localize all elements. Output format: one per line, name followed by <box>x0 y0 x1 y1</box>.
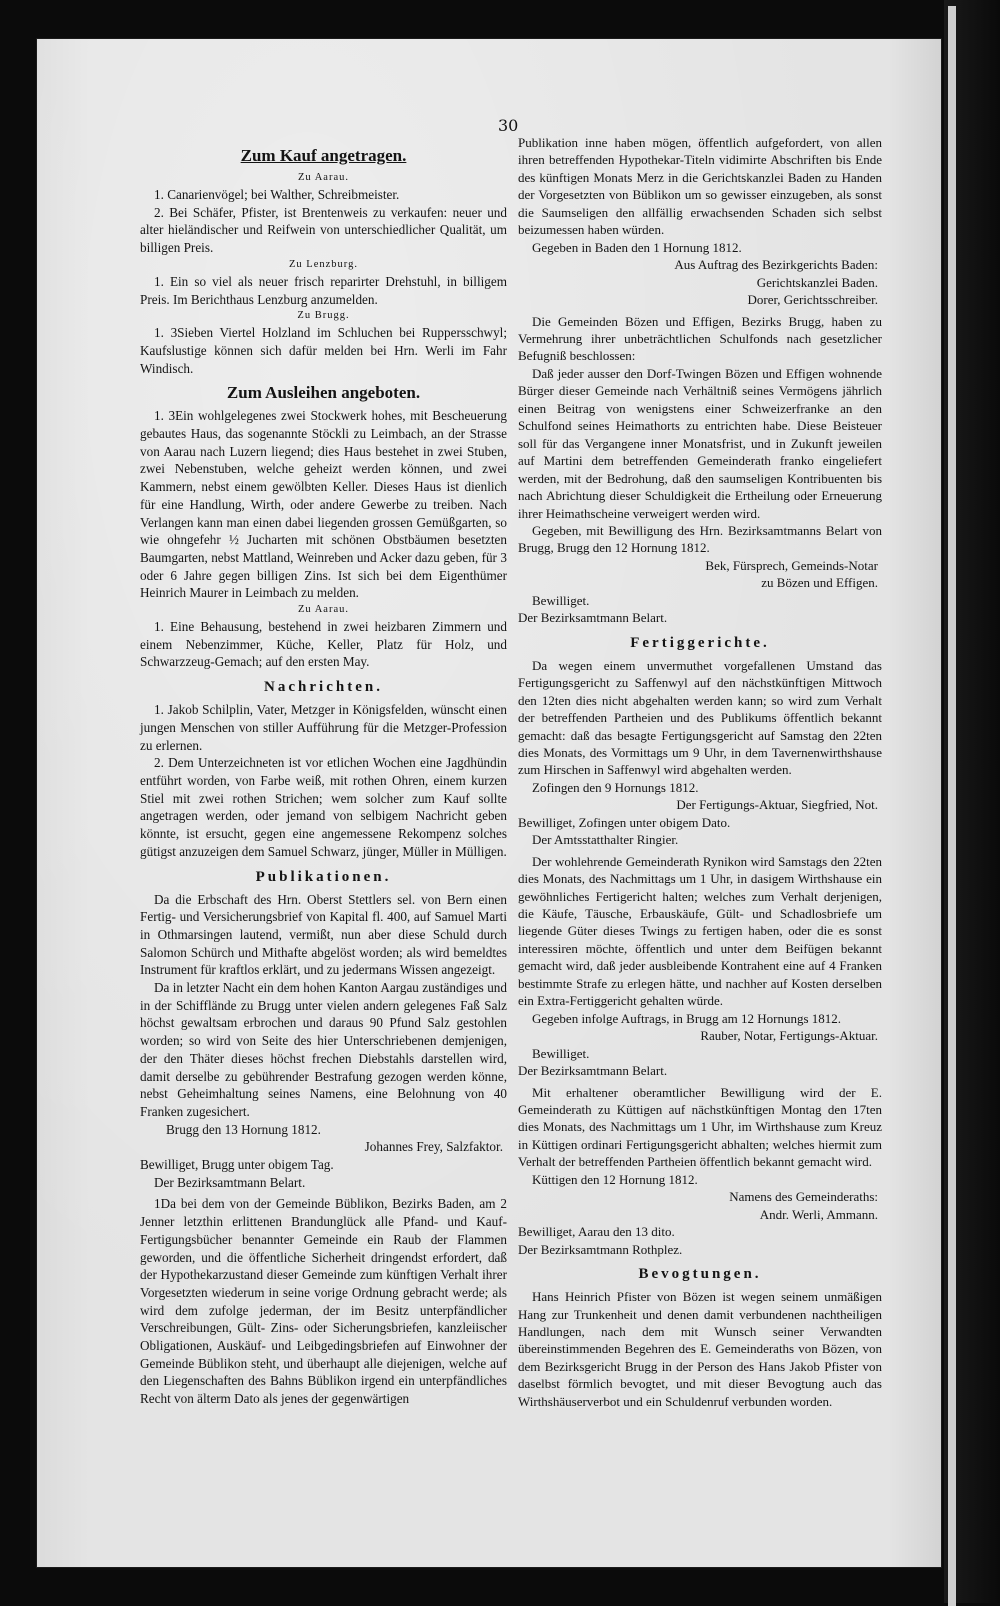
approval-line: Bewilliget. <box>532 1045 590 1061</box>
signature: Andr. Werli, Ammann. <box>759 1206 878 1222</box>
official-line: Der Bezirksamtmann Belart. <box>518 610 668 626</box>
date-line: Gegeben in Baden den 1 Hornung 1812. <box>532 239 742 255</box>
section-heading-publikationen: Publikationen. <box>255 868 392 885</box>
notice-continued: Publikation inne haben mögen, öffentlich aufgefordert, von allen ihren betreffenden Hypothekar-Titeln vidimirte Abschriften bis Ende des künftigen Monats Merz in die Gerichtskanzlei Baden zu Handen der Vorgesetzten von Büblikon um so gewisser einzugeben, als sonst die Saumseligen den allfällig erwachsenden Schaden sich selbst beizumessen haben würden. <box>518 135 882 238</box>
date-line: Küttigen den 12 Hornung 1812. <box>532 1171 698 1187</box>
signature: Rauber, Notar, Fertigungs-Aktuar. <box>700 1028 878 1044</box>
notice: 1. 3Sieben Viertel Holzland im Schluchen bei Ruppersschwyl; Kaufslustige können sich dafür melden bei Hrn. Werli im Fahr Windisch. <box>140 325 507 376</box>
place-heading: Zu Lenzburg. <box>289 258 358 270</box>
notice: Mit erhaltener oberamtlicher Bewilligung wird der E. Gemeinderath zu Küttigen auf nächstkünftigen Montag den 17ten dies Monats, des Nachmittags um 1 Uhr, im Wirthshause zum Kreuz in Küttigen ordinari Fertigungsgericht abhalten; welches hiermit zum Verhalt der betreffenden Partheien öffentlich bekannt gemacht wird. <box>518 1084 882 1170</box>
notice: 1. 3Ein wohlgelegenes zwei Stockwerk hohes, mit Bescheuerung gebautes Haus, das sogenannte Stöckli zu Leimbach, an der Strasse von Aarau nach Luzern liegend; dies Haus bestehet in zwei Stuben, zwei Nebenstuben, welche geheizt werden können, und zwei Kammern, nebst einem gewölbten Keller. Dieses Haus ist dienlich für eine Handlung, Wirth, oder andere Gewerbe zu treiben. Nach Verlangen kann man einen dabei liegenden grossen Gemüßgarten, so wie ohngefehr ½ Jucharten mit schönen Obstbäumen besetzten Baumgarten, nebst Mattland, Weinreben und Acker dazu geben, für 3 oder 6 Jahre gegen billigen Zins. Ist sich bei dem Eigenthümer Heinrich Maurer in Leimbach zu melden. <box>140 408 507 601</box>
section-heading-ausleihen: Zum Ausleihen angeboten. <box>226 383 421 403</box>
notice: 1. Ein so viel als neuer frisch reparirter Drehstuhl, in billigem Preis. Im Berichthaus Lenzburg anzumelden. <box>140 273 507 307</box>
notice: Der wohlehrende Gemeinderath Rynikon wird Samstags den 22ten dies Monats, des Nachmittags um 1 Uhr, in dasigem Wirthshause ein gewöhnliches Fertigericht halten; welches zum Verhalt derjenigen, die Käufe, Täusche, Erbauskäufe, Gült- und Schadlosbriefe um liegende Güter dieses Twings zu fertigen haben, oder die es sonst interessiren möchte, öffentlich und unter dem Beifügen bekannt gemacht wird, daß jeder ausbleibende Kontrahent eine auf 4 Franken bestimmte Strafe zu erlegen hätte, und nachher auf Kosten derselben ein Extra-Fertiggericht gehalten würde. <box>518 853 882 1009</box>
section-heading-kauf: Zum Kauf angetragen. <box>240 146 407 165</box>
signature: Bek, Fürsprech, Gemeinds-Notar <box>705 557 878 573</box>
notice: Da die Erbschaft des Hrn. Oberst Stettlers sel. von Bern einen Fertig- und Versicherungsbrief von Kapital fl. 400, auf Samuel Marti in Othmarsingen lautend, vermißt, nun aber diese Schuld durch Salomon Schürch und Mithafte abgelöst worden; als wird bemeldtes Instrument für kraftlos erklärt, und zu jedermans Wissen angezeigt. <box>140 891 507 978</box>
notice: 1. Eine Behausung, bestehend in zwei heizbaren Zimmern und einem Nebenzimmer, Küche, Keller, Platz für Holz, und Schwarzzeug-Gemach; auf den ersten May. <box>140 619 507 670</box>
official-line: Der Amtsstatthalter Ringier. <box>532 832 679 848</box>
signature: zu Bözen und Effigen. <box>761 575 878 591</box>
notice: 2. Dem Unterzeichneten ist vor etlichen Wochen eine Jagdhündin entführt worden, von Farbe weiß, mit rothen Ohren, einem kurzen Stiel mit zwei rothen Strichen; wem solcher zum Kauf sollte angetragen werden, oder jemand von selbigem Nachricht geben könnte, ist ersucht, gegen eine angemessene Rekompenz solches gütigst anzuzeigen dem Samuel Schwarz, jünger, Müller in Mülligen. <box>140 755 507 859</box>
notice: Hans Heinrich Pfister von Bözen ist wegen seinem unmäßigen Hang zur Trunkenheit und denen damit verbundenen nachtheiligen Handlungen, nach dem mit Wunsch seiner Verwandten übereinstimmenden Begehren des E. Gemeinderaths von Bözen, von dem Bezirksgericht Brugg in der Person des Hans Jakob Pfister von daselbst förmlich bevogtet, und mit dieser Bevogtung auch das Wirthshäuserverbot und ein Schuldenruf verbunden worden. <box>518 1289 882 1409</box>
date-line: Brugg den 13 Hornung 1812. <box>166 1121 321 1137</box>
notice: 1. Jakob Schilplin, Vater, Metzger in Königsfelden, wünscht einen jungen Menschen von stiller Aufführung für die Metzger-Profession zu erlernen. <box>140 702 507 753</box>
signature: Der Fertigungs-Aktuar, Siegfried, Not. <box>676 797 878 813</box>
official-line: Der Bezirksamtmann Rothplez. <box>518 1241 683 1257</box>
right-column <box>518 134 882 1410</box>
place-heading: Zu Aarau. <box>298 604 349 616</box>
signature: Gerichtskanzlei Baden. <box>756 274 878 290</box>
approval-line: Bewilliget, Zofingen unter obigem Dato. <box>518 814 731 830</box>
signature: Namens des Gemeinderaths: <box>729 1189 878 1205</box>
section-heading-nachrichten: Nachrichten. <box>264 679 383 696</box>
next-page-edge <box>948 6 956 1606</box>
place-heading: Zu Aarau. <box>298 172 349 183</box>
date-line: Zofingen den 9 Hornungs 1812. <box>532 779 699 795</box>
official-line: Der Bezirksamtmann Belart. <box>154 1174 306 1190</box>
section-heading-fertiggerichte: Fertiggerichte. <box>630 634 770 651</box>
approval-line: Bewilliget. <box>532 592 590 608</box>
notice: Daß jeder ausser den Dorf-Twingen Bözen und Effigen wohnende Bürger dieser Gemeinde nach Verhältniß seines Vermögens jährlich einen Beitrag von wenigstens einer Schweizerfranke an den Schulfond seines Heimathorts zu entrichten habe. Diese Beisteuer soll für das Vergangene inner Monatsfrist, und in Zukunft jeweilen auf Martini dem betreffenden Gemeinderath franko eingeliefert werden, mit der Bedrohung, daß den saumseligen Kontribuenten bis nach Abrichtung dieser Schuldigkeit die Ertheilung oder Erneuerung ihrer Heimathscheine verweigert werden wird. <box>518 365 882 521</box>
notice: 1. Canarienvögel; bei Walther, Schreibmeister. <box>154 187 400 202</box>
page-number: 30 <box>498 116 519 135</box>
left-column <box>140 140 507 1408</box>
notice: Da in letzter Nacht ein dem hohen Kanton Aargau zuständiges und in der Schifflände zu Brugg unter vielen andern gelegenes Faß Salz höchst gewaltsam erbrochen und daraus 90 Pfund Salz gestohlen worden; so wird von Seite des hier Unterschriebenen demjenigen, der den Thäter dieses höchst frechen Diebstahls darstellen wird, damit derselbe zu gebührender Bestrafung gezogen werden könne, nebst Geheimhaltung seines Namens, eine Belohnung von 40 Franken zugesichert. <box>140 980 507 1119</box>
notice: Die Gemeinden Bözen und Effigen, Bezirks Brugg, haben zu Vermehrung ihrer unbeträchtlichen Schulfonds nach gesetzlicher Befugniß beschlossen: <box>518 313 882 364</box>
approval-line: Bewilliget, Brugg unter obigem Tag. <box>140 1157 334 1173</box>
signature: Johannes Frey, Salzfaktor. <box>364 1139 503 1155</box>
notice: Gegeben, mit Bewilligung des Hrn. Bezirksamtmanns Belart von Brugg, Brugg den 12 Hornung 1812. <box>518 522 882 556</box>
date-line: Gegeben infolge Auftrags, in Brugg am 12 Hornungs 1812. <box>532 1010 842 1026</box>
section-heading-bevogtungen: Bevogtungen. <box>638 1266 762 1283</box>
signature: Dorer, Gerichtsschreiber. <box>747 292 878 308</box>
notice: 2. Bei Schäfer, Pfister, ist Brentenweis zu verkaufen: neuer und alter hieländischer und Reifwein von unterschiedlicher Qualität, um billigen Preis. <box>140 204 507 256</box>
approval-line: Bewilliget, Aarau den 13 dito. <box>518 1224 675 1240</box>
notice: Da wegen einem unvermuthet vorgefallenen Umstand das Fertigungsgericht zu Saffenwyl auf den nächstkünftigen Mittwoch den 12ten dies nicht abgehalten werden kann; so wird zum Verhalt der betreffenden Partheien und des Publikums öffentlich bekannt gemacht: daß das besagte Fertigungsgericht auf Samstag den 22ten dies Monats, des Vormittags um 9 Uhr, in dem Tavernenwirthshause zum Hirschen in Saffenwyl wird abgehalten werden. <box>518 657 882 778</box>
official-line: Der Bezirksamtmann Belart. <box>518 1063 668 1079</box>
notice: 1Da bei dem von der Gemeinde Büblikon, Bezirks Baden, am 2 Jenner letzthin erlittenen Brandunglück alle Pfand- und Kauf-Fertigungsbücher benannter Gemeinde ein Raub der Flammen geworden, und die öffentliche Sicherheit dringendst erfordert, daß der Hypothekarzustand dieser Gemeinde zum künftigen Verhalt ihrer Vorgesetzten wiederum in seine vorige Ordnung gebracht werde; als wird dem zufolge jederman, der im Besitz unterpfändlicher Verschreibungen, Gült- Zins- oder Sicherungsbriefen, kanzleiischer Obligationen, Auskäuf- und Leibgedingsbriefen auf Einwohner der Gemeinde Büblikon steht, und überhaupt alle diejenigen, welche auf den Liegenschaften des Bahns Büblikon irgend ein unterpfändliches Recht von älterm Dato als jenes der gegenwärtigen <box>140 1196 507 1407</box>
place-heading: Zu Brugg. <box>297 310 350 322</box>
signature: Aus Auftrag des Bezirkgerichts Baden: <box>674 257 878 273</box>
